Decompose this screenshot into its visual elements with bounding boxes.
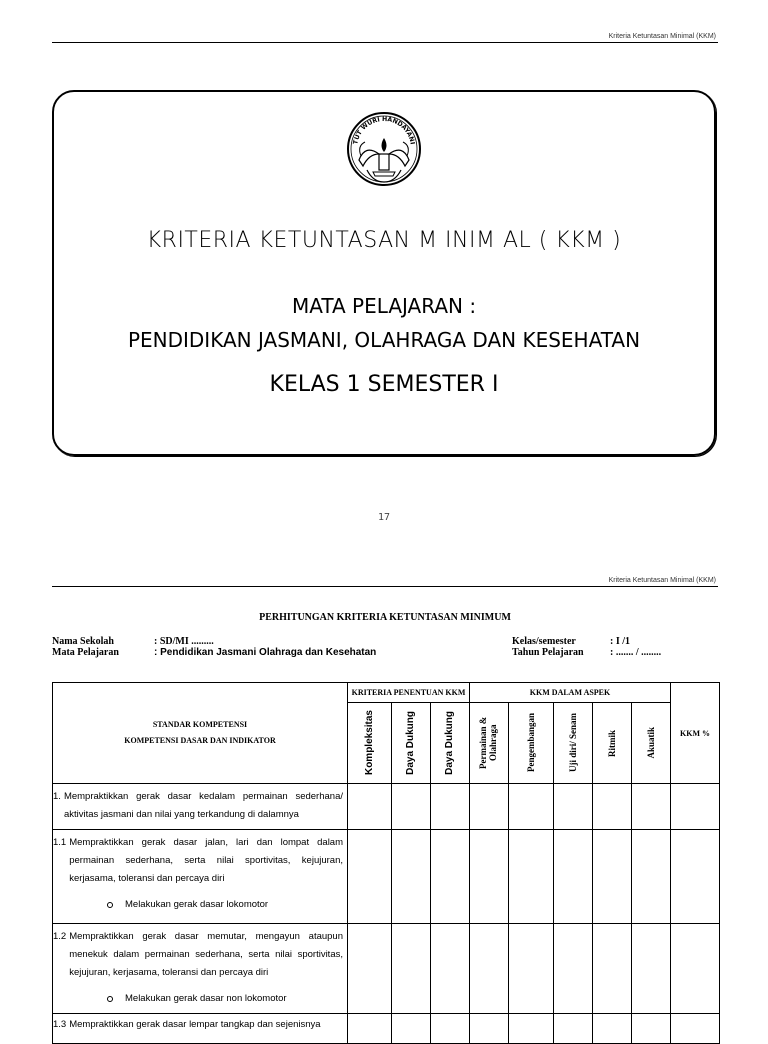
col-daya-dukung-1: Daya Dukung (392, 703, 431, 784)
cover-title: KRITERIA KETUNTASAN M INIM AL ( KKM ) (146, 228, 622, 253)
logo-motto: TUT WURI HANDAYANI (352, 115, 416, 145)
bullet-circle-icon (107, 902, 113, 908)
tut-wuri-handayani-logo-icon (343, 110, 425, 190)
school-info (52, 636, 214, 647)
subject-info-label: Mata Pelajaran (52, 647, 119, 658)
class-label: Kelas/semester (512, 636, 576, 647)
header-rule (52, 42, 718, 43)
col-kompleksitas: Kompleksitas (348, 703, 392, 784)
col-akuatik: Akuatik (632, 703, 671, 784)
indicator-text: Melakukan gerak dasar non lokomotor (125, 993, 287, 1004)
year-label: Tahun Pelajaran (512, 647, 584, 658)
school-value: : SD/MI ......... (154, 636, 214, 647)
kkm-percent-header: KKM % (671, 683, 720, 784)
competency-cell (53, 924, 348, 1014)
competency-cell (53, 1014, 348, 1044)
year-info (512, 647, 662, 658)
competency-text: Mempraktikkan gerak dasar lempar tangkap dan sejenisnya (69, 1019, 321, 1030)
year-value: : ....... / ........ (610, 647, 662, 658)
competency-cell (53, 830, 348, 924)
header-rule (52, 586, 718, 587)
standard-competency-header: STANDAR KOMPETENSI KOMPETENSI DASAR DAN INDIKATOR (53, 683, 348, 784)
indicator-text: Melakukan gerak dasar lokomotor (125, 899, 269, 910)
table-row (53, 830, 720, 924)
table-row (53, 924, 720, 1014)
col-permainan-olahraga: Permainan & Olahraga (470, 703, 509, 784)
school-label: Nama Sekolah (52, 636, 114, 647)
aspects-group-header: KKM DALAM ASPEK (470, 683, 671, 703)
subject-name: PENDIDIKAN JASMANI, OLAHRAGA DAN KESEHATAN (127, 328, 641, 352)
page-number: 17 (377, 512, 391, 523)
competency-text: Mempraktikkan gerak dasar kedalam permainan sederhana/ aktivitas jasmani dan nilai yang terkandung di dalamnya (63, 791, 343, 820)
sheet-title: PERHITUNGAN KRITERIA KETUNTASAN MINIMUM (259, 612, 511, 623)
class-value: : I /1 (610, 636, 630, 647)
competency-number: 1.2 (53, 931, 67, 942)
criteria-group-header: KRITERIA PENENTUAN KKM (348, 683, 470, 703)
competency-text: Mempraktikkan gerak dasar jalan, lari dan lompat dalam permainan sederhana, serta nilai sportivitas, kejujuran, kerjasama, toleransi dan percaya diri (69, 837, 343, 884)
bullet-circle-icon (107, 996, 113, 1002)
competency-text: Mempraktikkan gerak dasar memutar, mengayun ataupun menekuk dalam permainan sederhana, serta nilai sportivitas, kejujuran, kerjasama, toleransi dan percaya diri (69, 931, 343, 978)
subject-info (52, 647, 377, 658)
class-info (512, 636, 630, 647)
table-row (53, 1014, 720, 1044)
competency-number: 1.3 (53, 1019, 67, 1030)
col-uji-diri-senam: Uji diri/ Senam (554, 703, 593, 784)
competency-cell (53, 784, 348, 830)
subject-label: MATA PELAJARAN : (291, 294, 477, 318)
class-semester: KELAS 1 SEMESTER I (269, 372, 499, 397)
running-header: Kriteria Ketuntasan Minimal (KKM) (608, 33, 716, 40)
competency-number: 1. (53, 791, 61, 802)
running-header: Kriteria Ketuntasan Minimal (KKM) (608, 577, 716, 584)
kkm-table (52, 682, 720, 1044)
col-pengembangan: Pengembangan (509, 703, 554, 784)
col-daya-dukung-2: Daya Dukung (431, 703, 470, 784)
col-ritmik: Ritmik (593, 703, 632, 784)
table-row (53, 784, 720, 830)
competency-number: 1.1 (53, 837, 67, 848)
subject-info-value: : Pendidikan Jasmani Olahraga dan Kesehatan (154, 647, 377, 658)
